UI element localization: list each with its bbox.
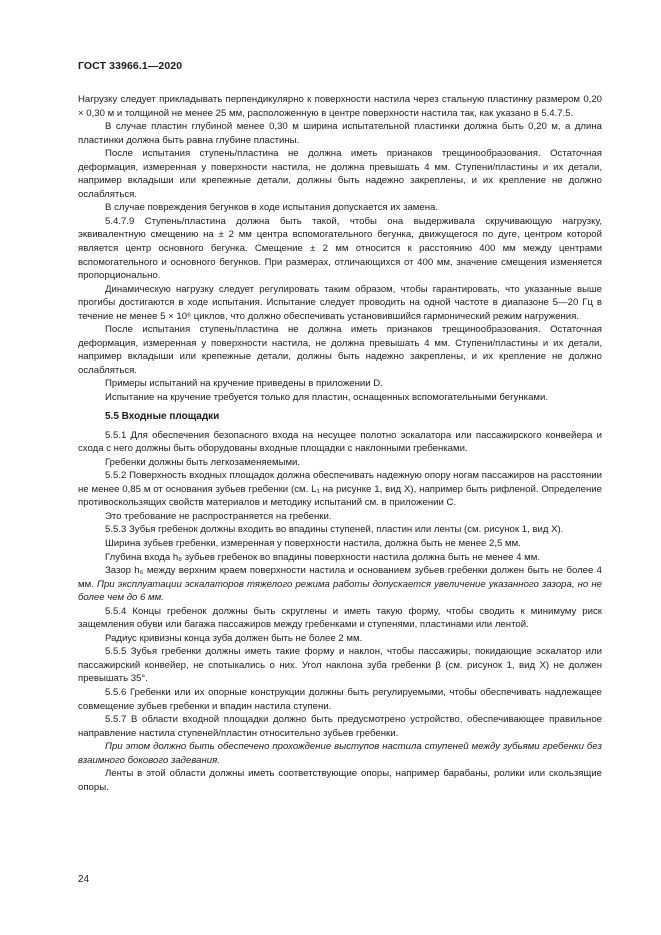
paragraph: Ленты в этой области должны иметь соответствующие опоры, например барабаны, ролики или скользящие опоры. xyxy=(78,768,602,793)
paragraph: Радиус кривизны конца зуба должен быть не более 2 мм. xyxy=(105,632,363,644)
paragraph: Глубина входа h₈ зубьев гребенок во впадины поверхности настила должна быть не менее 4 мм. xyxy=(105,551,541,563)
document-header: ГОСТ 33966.1—2020 xyxy=(78,60,183,72)
paragraph: Испытание на кручение требуется только для пластин, оснащенных вспомогательными бегунками. xyxy=(105,392,549,404)
paragraph: 5.5.7 В области входной площадки должно быть предусмотрено устройство, обеспечивающее правильное направление настила ступеней/пластин относительно зубьев гребенки. xyxy=(78,714,602,739)
page-body xyxy=(78,93,602,794)
gap-italic-note: При эксплуатации эскалаторов тяжелого режима работы допускается увеличение указанного зазора, но не более чем до 6 мм. xyxy=(78,578,602,604)
paragraph: После испытания ступень/пластина не должна иметь признаков трещинообразования. Остаточная деформация, измеренная у поверхности настила, не должна превышать 4 мм. Ступени/пластины и их детали, например вкладыши или крепежные детали, должны быть надежно закреплены, и их крепление не должно ослабляться. xyxy=(78,324,602,376)
paragraph: 5.4.7.9 Ступень/пластина должна быть такой, чтобы она выдерживала скручивающую нагрузку, эквивалентную смещению на ± 2 мм центра вспомогательного бегунка, движущегося по дуге, центром которой является центр основного бегунка. Смещение ± 2 мм относится к расстоянию 400 мм между центрами вспомогательного и основного бегунков. При размерах, отличающихся от 400 мм, значение смещения изменяется пропорционально. xyxy=(78,215,602,282)
paragraph: В случае повреждения бегунков в ходе испытания допускается их замена. xyxy=(105,202,439,214)
paragraph: Ширина зубьев гребенки, измеренная у поверхности настила, должна быть не менее 2,5 мм. xyxy=(105,537,521,549)
paragraph: 5.5.6 Гребенки или их опорные конструкции должны быть регулируемыми, чтобы обеспечивать надлежащее совмещение зубьев гребенки и впадин настила ступени. xyxy=(78,686,602,712)
paragraph: В случае пластин глубиной менее 0,30 м ширина испытательной пластинки должна быть 0,20 м, а длина пластинки должна быть равна глубине пластины. xyxy=(78,121,602,146)
paragraph: Нагрузку следует прикладывать перпендикулярно к поверхности настила через стальную пластинку размером 0,20 × 0,30 м и толщиной не менее 25 мм, расположенную в центре поверхности настила так, как указано в 5.4.7.5. xyxy=(78,94,602,119)
paragraph: 5.5.1 Для обеспечения безопасного входа на несущее полотно эскалатора или пассажирского конвейера и схода с него должны быть оборудованы входные площадки с наклонными гребенками. xyxy=(78,429,602,455)
paragraph: Примеры испытаний на кручение приведены в приложении D. xyxy=(105,378,383,390)
paragraph-gap xyxy=(78,564,602,605)
paragraph: 5.5.4 Концы гребенок должны быть скруглены и иметь такую форму, чтобы сводить к минимуму риск защемления обуви или багажа пассажиров между гребенками и ступенями, пластинами или лентой. xyxy=(78,605,602,631)
paragraph: Гребенки должны быть легкозаменяемыми. xyxy=(105,456,301,468)
paragraph: После испытания ступень/пластина не должна иметь признаков трещинообразования. Остаточная деформация, измеренная у поверхности настила, не должна превышать 4 мм. Ступени/пластины и их детали, например вкладыши или крепежные детали, должны быть надежно закреплены, и их крепление не должно ослабляться. xyxy=(78,148,602,200)
paragraph: Динамическую нагрузку следует регулировать таким образом, чтобы гарантировать, что указанные выше прогибы достигаются в ходе испытания. Испытание следует проводить на одной частоте в диапазоне 5—20 Гц в течение не менее 5 × 10⁶ циклов, что должно обеспечивать установившийся гармонический режим нагружения. xyxy=(78,283,602,322)
paragraph: 5.5.3 Зубья гребенок должны входить во впадины ступеней, пластин или ленты (см. рисунок 1, вид X). xyxy=(105,524,564,536)
paragraph: 5.5.5 Зубья гребенки должны иметь такие форму и наклон, чтобы пассажиры, покидающие эскалатор или пассажирский конвейер, не спотыкались о них. Угол наклона зуба гребенки β (см. рисунок 1, вид X) не должен превышать 35°. xyxy=(78,646,602,685)
gap-text: Зазор h₆ между верхним краем поверхности настила и основанием зубьев гребенки должен быть не более 4 мм. xyxy=(78,565,602,590)
page-number: 24 xyxy=(78,874,90,885)
italic-note: При этом должно быть обеспечено прохождение выступов настила ступеней между зубьями гребенки без взаимного бокового задевания. xyxy=(78,741,602,766)
section-title: 5.5 Входные площадки xyxy=(105,410,220,422)
paragraph: Это требование не распространяется на гребенки. xyxy=(105,510,332,522)
paragraph: 5.5.2 Поверхность входных площадок должна обеспечивать надежную опору ногам пассажиров на расстоянии не менее 0,85 м от основания зубьев гребенки (см. L₁ на рисунке 1, вид X), например быть рифленой. Определение противоскользящих свойств материалов и методику испытаний см. в приложении C. xyxy=(78,470,602,509)
